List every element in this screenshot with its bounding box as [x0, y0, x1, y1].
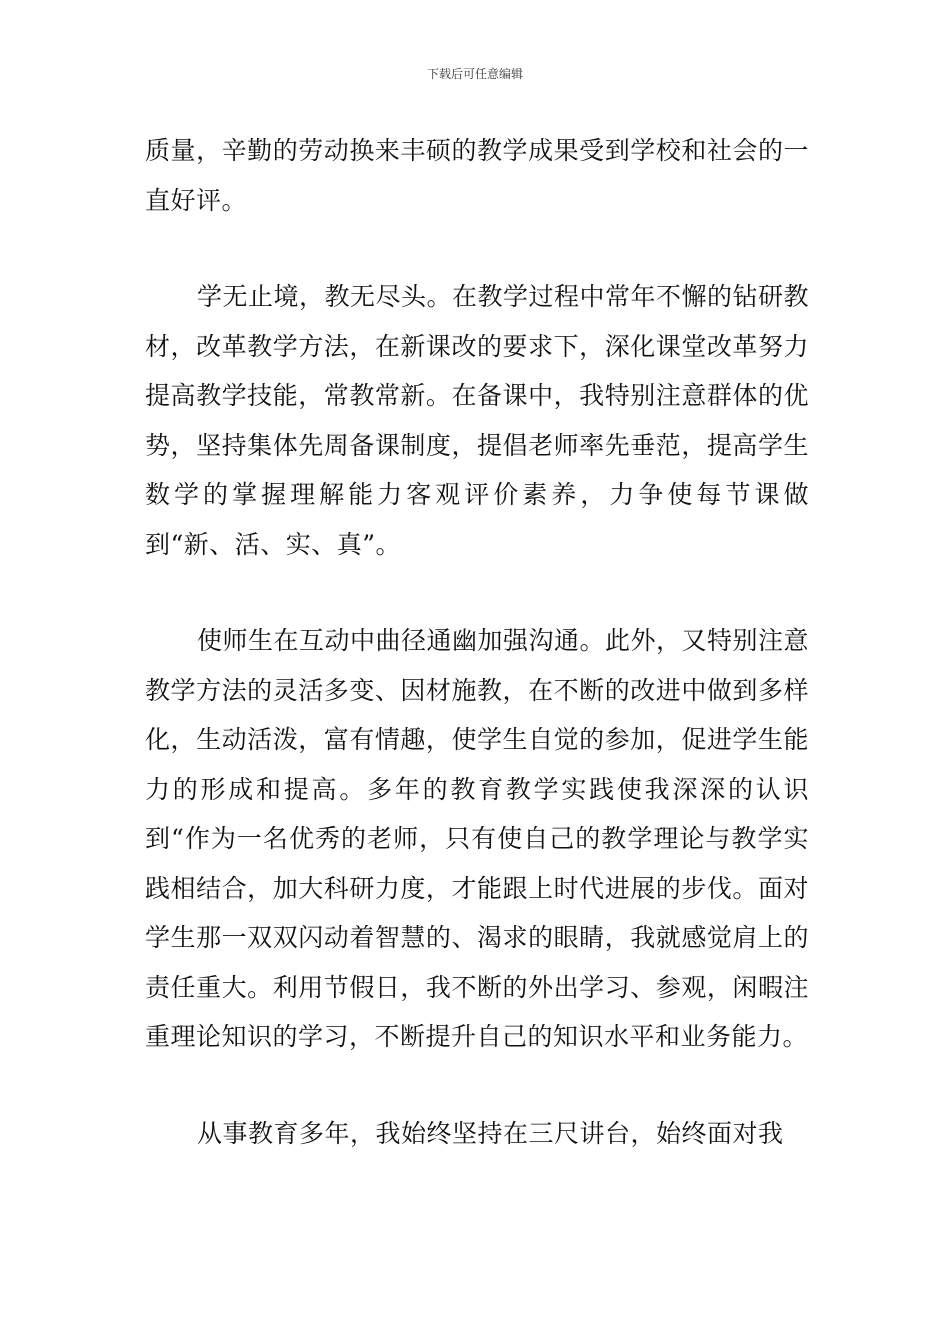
- paragraph-continuation: 质量，辛勤的劳动换来丰硕的教学成果受到学校和社会的一直好评。: [145, 136, 809, 215]
- paragraph: 学无止境，教无尽头。在教学过程中常年不懈的钻研教材，改革教学方法，在新课改的要求下，深化课堂改革努力提高教学技能，常教常新。在备课中，我特别注意群体的优势，坚持集体先周备课制度，提倡老师率先垂范，提高学生数学的掌握理解能力客观评价素养，力争使每节课做到“新、活、实、真”。: [145, 282, 810, 559]
- paragraph: 使师生在互动中曲径通幽加强沟通。此外，又特别注意教学方法的灵活多变、因材施教，在不断的改进中做到多样化，生动活泼，富有情趣，使学生自觉的参加，促进学生能力的形成和提高。多年的教育教学实践使我深深的认识到“作为一名优秀的老师，只有使自己的教学理论与教学实践相结合，加大科研力度，才能跟上时代进展的步伐。面对学生那一双双闪动着智慧的、渴求的眼睛，我就感觉肩上的责任重大。利用节假日，我不断的外出学习、参观，闲暇注重理论知识的学习，不断提升自己的知识水平和业务能力。: [145, 626, 810, 1051]
- paragraph-gap: [145, 225, 809, 272]
- paragraph-gap: [145, 569, 809, 616]
- paragraph-gap: [145, 1062, 809, 1109]
- paragraph: 从事教育多年，我始终坚持在三尺讲台，始终面对我: [197, 1118, 784, 1148]
- page-header: 下载后可任意编辑: [426, 67, 523, 81]
- document-body: [145, 126, 809, 1158]
